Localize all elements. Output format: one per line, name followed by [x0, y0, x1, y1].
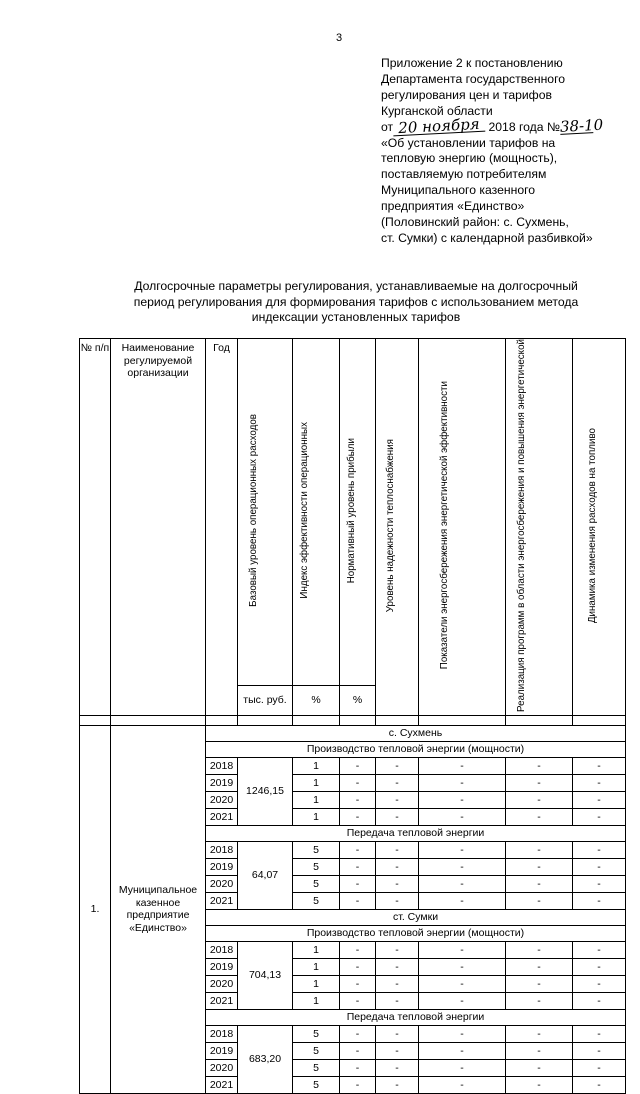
energy-cell: -	[419, 875, 506, 892]
profit-cell: -	[340, 941, 376, 958]
programs-cell: -	[506, 791, 573, 808]
fuel-cell: -	[573, 892, 626, 909]
programs-cell: -	[506, 958, 573, 975]
header-energy-cell	[419, 339, 506, 716]
profit-cell: -	[340, 791, 376, 808]
index-cell: 5	[293, 1042, 340, 1059]
section-name: Производство тепловой энергии (мощности)	[206, 741, 626, 757]
header-fuel: Динамика изменения расходов на топливо	[587, 427, 598, 624]
energy-cell: -	[419, 757, 506, 774]
year-cell: 2019	[206, 774, 238, 791]
fuel-cell: -	[573, 1076, 626, 1093]
document-title	[96, 279, 616, 326]
header-profit: Нормативный уровень прибыли	[345, 437, 357, 584]
year-cell: 2018	[206, 841, 238, 858]
profit-cell: -	[340, 757, 376, 774]
programs-cell: -	[506, 1076, 573, 1093]
profit-cell: -	[340, 975, 376, 992]
profit-cell: -	[340, 958, 376, 975]
energy-cell: -	[419, 774, 506, 791]
location-name: ст. Сумки	[206, 909, 626, 925]
year-cell: 2019	[206, 858, 238, 875]
reliability-cell: -	[376, 941, 419, 958]
profit-cell: -	[340, 1076, 376, 1093]
year-cell: 2018	[206, 757, 238, 774]
profit-cell: -	[340, 1025, 376, 1042]
reliability-cell: -	[376, 757, 419, 774]
energy-cell: -	[419, 975, 506, 992]
index-cell: 1	[293, 958, 340, 975]
unit-index: %	[293, 686, 340, 716]
year-cell: 2021	[206, 1076, 238, 1093]
header-fuel-cell	[573, 339, 626, 716]
fuel-cell: -	[573, 1042, 626, 1059]
reliability-cell: -	[376, 992, 419, 1009]
appendix-subject-line: (Половинский район: с. Сухмень,	[381, 215, 569, 230]
spacer-row	[80, 715, 626, 725]
year-cell: 2018	[206, 1025, 238, 1042]
index-cell: 5	[293, 1025, 340, 1042]
reliability-cell: -	[376, 875, 419, 892]
year-cell: 2020	[206, 975, 238, 992]
header-programs: Реализация программ в области энергосбережения и повышения энергетической	[516, 339, 527, 712]
parameters-table	[79, 338, 626, 1094]
year-cell: 2021	[206, 992, 238, 1009]
header-index-cell	[293, 339, 340, 686]
section-name: Передача тепловой энергии	[206, 825, 626, 841]
appendix-subject-line: Муниципального казенного	[381, 183, 536, 198]
date-prefix: от	[381, 119, 394, 134]
location-row	[80, 725, 626, 741]
fuel-cell: -	[573, 757, 626, 774]
programs-cell: -	[506, 808, 573, 825]
year-cell: 2019	[206, 958, 238, 975]
index-cell: 1	[293, 757, 340, 774]
programs-cell: -	[506, 875, 573, 892]
header-name: Наименование регулируемой организации	[111, 339, 206, 716]
profit-cell: -	[340, 774, 376, 791]
energy-cell: -	[419, 791, 506, 808]
appendix-line: Департамента государственного	[381, 71, 566, 86]
index-cell: 1	[293, 975, 340, 992]
header-index: Индекс эффективности операционных	[299, 422, 310, 599]
reliability-cell: -	[376, 808, 419, 825]
reliability-cell: -	[376, 892, 419, 909]
index-cell: 1	[293, 941, 340, 958]
year-cell: 2021	[206, 808, 238, 825]
programs-cell: -	[506, 858, 573, 875]
energy-cell: -	[419, 1059, 506, 1076]
unit-profit: %	[340, 686, 376, 716]
location-name: с. Сухмень	[206, 725, 626, 741]
index-cell: 5	[293, 875, 340, 892]
appendix-subject-line: «Об установлении тарифов на	[381, 135, 556, 150]
profit-cell: -	[340, 1059, 376, 1076]
programs-cell: -	[506, 1042, 573, 1059]
profit-cell: -	[340, 992, 376, 1009]
profit-cell: -	[340, 1042, 376, 1059]
fuel-cell: -	[573, 992, 626, 1009]
fuel-cell: -	[573, 958, 626, 975]
header-reliability: Уровень надежности теплоснабжения	[385, 438, 396, 613]
header-year: Год	[206, 339, 238, 716]
date-mid: 2018 года №	[488, 119, 561, 134]
index-cell: 5	[293, 892, 340, 909]
appendix-subject-line: тепловую энергию (мощность),	[381, 151, 558, 166]
title-line: период регулирования для формирования тарифов с использованием метода	[133, 294, 579, 309]
base-cost-cell: 683,20	[238, 1025, 293, 1093]
page-number: 3	[336, 32, 343, 44]
reliability-cell: -	[376, 1059, 419, 1076]
header-base-cell	[238, 339, 293, 686]
energy-cell: -	[419, 941, 506, 958]
header-reliability-cell	[376, 339, 419, 716]
index-cell: 5	[293, 1076, 340, 1093]
programs-cell: -	[506, 992, 573, 1009]
appendix-subject-line: поставляемую потребителям	[381, 167, 547, 182]
reliability-cell: -	[376, 858, 419, 875]
year-cell: 2021	[206, 892, 238, 909]
header-profit-cell	[340, 339, 376, 686]
energy-cell: -	[419, 808, 506, 825]
index-cell: 1	[293, 791, 340, 808]
energy-cell: -	[419, 858, 506, 875]
fuel-cell: -	[573, 875, 626, 892]
programs-cell: -	[506, 892, 573, 909]
appendix-line: регулирования цен и тарифов	[381, 87, 552, 102]
reliability-cell: -	[376, 841, 419, 858]
profit-cell: -	[340, 875, 376, 892]
header-energy: Показатели энергосбережения энергетической эффективности	[439, 381, 450, 670]
energy-cell: -	[419, 892, 506, 909]
profit-cell: -	[340, 808, 376, 825]
handwritten-date: 20 ноября	[393, 117, 486, 136]
index-cell: 1	[293, 774, 340, 791]
header-base: Базовый уровень операционных расходов	[248, 414, 259, 607]
index-cell: 5	[293, 841, 340, 858]
fuel-cell: -	[573, 975, 626, 992]
index-cell: 5	[293, 1059, 340, 1076]
appendix-line: Приложение 2 к постановлению	[381, 56, 563, 70]
year-cell: 2020	[206, 875, 238, 892]
programs-cell: -	[506, 1025, 573, 1042]
header-row	[80, 339, 626, 686]
reliability-cell: -	[376, 1025, 419, 1042]
profit-cell: -	[340, 858, 376, 875]
base-cost-cell: 64,07	[238, 841, 293, 909]
header-programs-cell	[506, 339, 573, 716]
fuel-cell: -	[573, 808, 626, 825]
header-num: № п/п	[80, 339, 111, 716]
programs-cell: -	[506, 975, 573, 992]
energy-cell: -	[419, 958, 506, 975]
reliability-cell: -	[376, 791, 419, 808]
fuel-cell: -	[573, 1059, 626, 1076]
programs-cell: -	[506, 941, 573, 958]
profit-cell: -	[340, 841, 376, 858]
handwritten-number: 38-10	[559, 115, 604, 136]
appendix-date-line	[381, 114, 604, 137]
appendix-line: Курганской области	[381, 103, 493, 118]
base-cost-cell: 1246,15	[238, 757, 293, 825]
fuel-cell: -	[573, 841, 626, 858]
year-cell: 2018	[206, 941, 238, 958]
index-cell: 1	[293, 992, 340, 1009]
organization-name: Муниципальное казенное предприятие «Единство»	[111, 725, 206, 1093]
year-cell: 2019	[206, 1042, 238, 1059]
appendix-block	[381, 56, 604, 247]
index-cell: 5	[293, 858, 340, 875]
energy-cell: -	[419, 1042, 506, 1059]
programs-cell: -	[506, 1059, 573, 1076]
unit-base: тыс. руб.	[238, 686, 293, 716]
fuel-cell: -	[573, 774, 626, 791]
programs-cell: -	[506, 841, 573, 858]
year-cell: 2020	[206, 791, 238, 808]
fuel-cell: -	[573, 791, 626, 808]
reliability-cell: -	[376, 1042, 419, 1059]
fuel-cell: -	[573, 1025, 626, 1042]
fuel-cell: -	[573, 858, 626, 875]
profit-cell: -	[340, 892, 376, 909]
base-cost-cell: 704,13	[238, 941, 293, 1009]
reliability-cell: -	[376, 958, 419, 975]
index-cell: 1	[293, 808, 340, 825]
year-cell: 2020	[206, 1059, 238, 1076]
title-line: индексации установленных тарифов	[251, 310, 461, 325]
programs-cell: -	[506, 757, 573, 774]
energy-cell: -	[419, 1076, 506, 1093]
section-name: Передача тепловой энергии	[206, 1009, 626, 1025]
energy-cell: -	[419, 841, 506, 858]
appendix-subject-line: ст. Сумки) с календарной разбивкой»	[381, 230, 593, 245]
title-line: Долгосрочные параметры регулирования, устанавливаемые на долгосрочный	[134, 279, 578, 293]
appendix-subject-line: предприятия «Единство»	[381, 199, 525, 214]
reliability-cell: -	[376, 1076, 419, 1093]
programs-cell: -	[506, 774, 573, 791]
reliability-cell: -	[376, 774, 419, 791]
row-number: 1.	[80, 725, 111, 1093]
energy-cell: -	[419, 1025, 506, 1042]
energy-cell: -	[419, 992, 506, 1009]
reliability-cell: -	[376, 975, 419, 992]
fuel-cell: -	[573, 941, 626, 958]
section-name: Производство тепловой энергии (мощности)	[206, 925, 626, 941]
